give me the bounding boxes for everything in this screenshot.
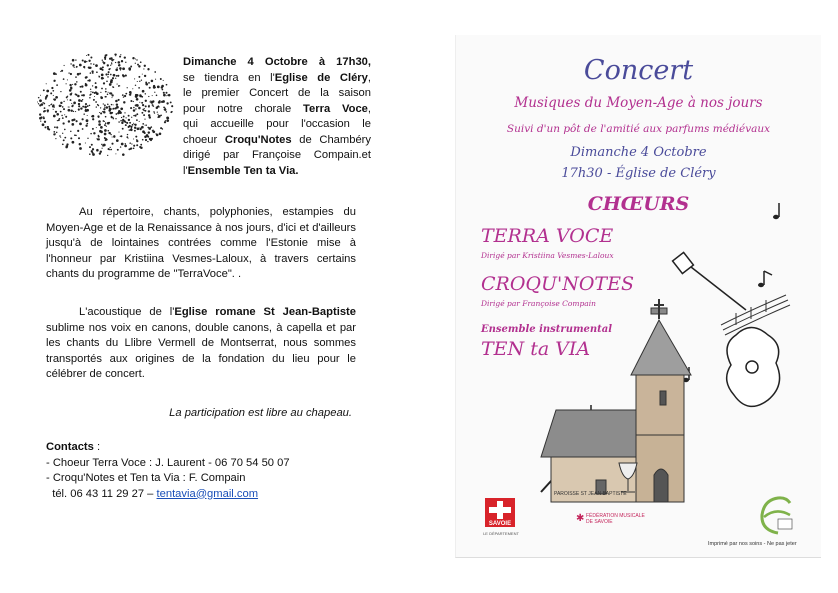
intro-line: Dimanche 4 Octobre à 17h30, xyxy=(183,56,371,68)
eco-logo-icon xyxy=(756,495,801,535)
choir-terra-voce: TERRA VOCE xyxy=(481,225,614,247)
repertoire-paragraph: Au répertoire, chants, polyphonies, estampies du Moyen-Age et de la Renaissance à nos jours, d'ici et d'ailleurs jusqu'à de lointaines contrées comme l'Estonie mise à l'honneur par Kristiina Vesmes-Laloux, à travers certains chants du programme de "TerraVoce". . xyxy=(46,206,356,280)
intro-line: l'Ensemble Ten ta Via. xyxy=(183,164,299,177)
contacts-heading: Contacts xyxy=(46,441,94,453)
dotted-circle-ornament xyxy=(33,50,178,160)
acoustics-paragraph: L'acoustique de l'Eglise romane St Jean-Baptiste sublime nos voix en canons, double canons, à capella et par les chants du Llibre Vermell de Montserrat, nous sommes transportés aux origines de la fondation du lieu pour le célébrer de concert. xyxy=(46,306,356,380)
savoie-sub: LE DÉPARTEMENT xyxy=(483,531,519,536)
choir-croqu-notes-director: Dirigé par Françoise Compain xyxy=(481,299,597,308)
poster-title: Concert xyxy=(583,55,694,86)
intro-line: pour notre chorale Terra Voce, xyxy=(183,102,371,115)
intro-line: qui accueille pour l'occasion le xyxy=(183,118,371,130)
contact-line: - Choeur Terra Voce : J. Laurent - 06 70 54 50 07 xyxy=(46,456,290,469)
contact-line: tél. 06 43 11 29 27 – tentavia@gmail.com xyxy=(46,487,259,500)
poster xyxy=(455,35,821,558)
church-and-instruments-illustration xyxy=(536,195,821,515)
ensemble-ten-ta-via: TEN ta VIA xyxy=(481,338,591,360)
contact-line: - Croqu'Notes et Ten ta Via : F. Compain xyxy=(46,472,246,484)
choir-croqu-notes: CROQU'NOTES xyxy=(481,273,634,295)
church-sign: PAROISSE ST JEAN BAPTISTE xyxy=(554,491,627,497)
poster-time-place: 17h30 - Église de Cléry xyxy=(561,166,716,181)
savoie-logo xyxy=(481,498,519,543)
intro-line: le premier Concert de la saison xyxy=(183,87,371,99)
intro-line: dirigé par Françoise Compain.et xyxy=(183,149,371,161)
intro-line: se tiendra en l'Eglise de Cléry, xyxy=(183,71,371,84)
poster-subtitle-2: Suivi d'un pôt de l'amitié aux parfums médiévaux xyxy=(506,123,771,135)
printed-note: Imprimé par nos soins - Ne pas jeter xyxy=(708,541,797,547)
federation-logo: ✱ FÉDÉRATION MUSICALE DE SAVOIE xyxy=(576,513,645,525)
federation-flower-icon: ✱ xyxy=(576,513,585,524)
participation-note: La participation est libre au chapeau. xyxy=(169,407,352,419)
contacts-block: Contacts : - Choeur Terra Voce : J. Laurent - 06 70 54 50 07 - Croqu'Notes et Ten ta Via : F. Compain tél. 06 43 11 29 27 – tentavia@gmail.com xyxy=(46,440,290,502)
choeurs-heading: CHŒURS xyxy=(587,193,690,215)
poster-subtitle: Musiques du Moyen-Age à nos jours xyxy=(514,95,763,111)
intro-text xyxy=(183,55,371,179)
ensemble-label: Ensemble instrumental xyxy=(481,324,613,335)
poster-date: Dimanche 4 Octobre xyxy=(570,145,707,160)
savoie-label: SAVOIE xyxy=(485,521,515,527)
church-icon xyxy=(541,299,691,502)
intro-line: choeur Croqu'Notes de Chambéry xyxy=(183,133,371,146)
choir-terra-voce-director: Dirigé par Kristiina Vesmes-Laloux xyxy=(481,251,614,260)
email-link[interactable]: tentavia@gmail.com xyxy=(156,487,259,500)
